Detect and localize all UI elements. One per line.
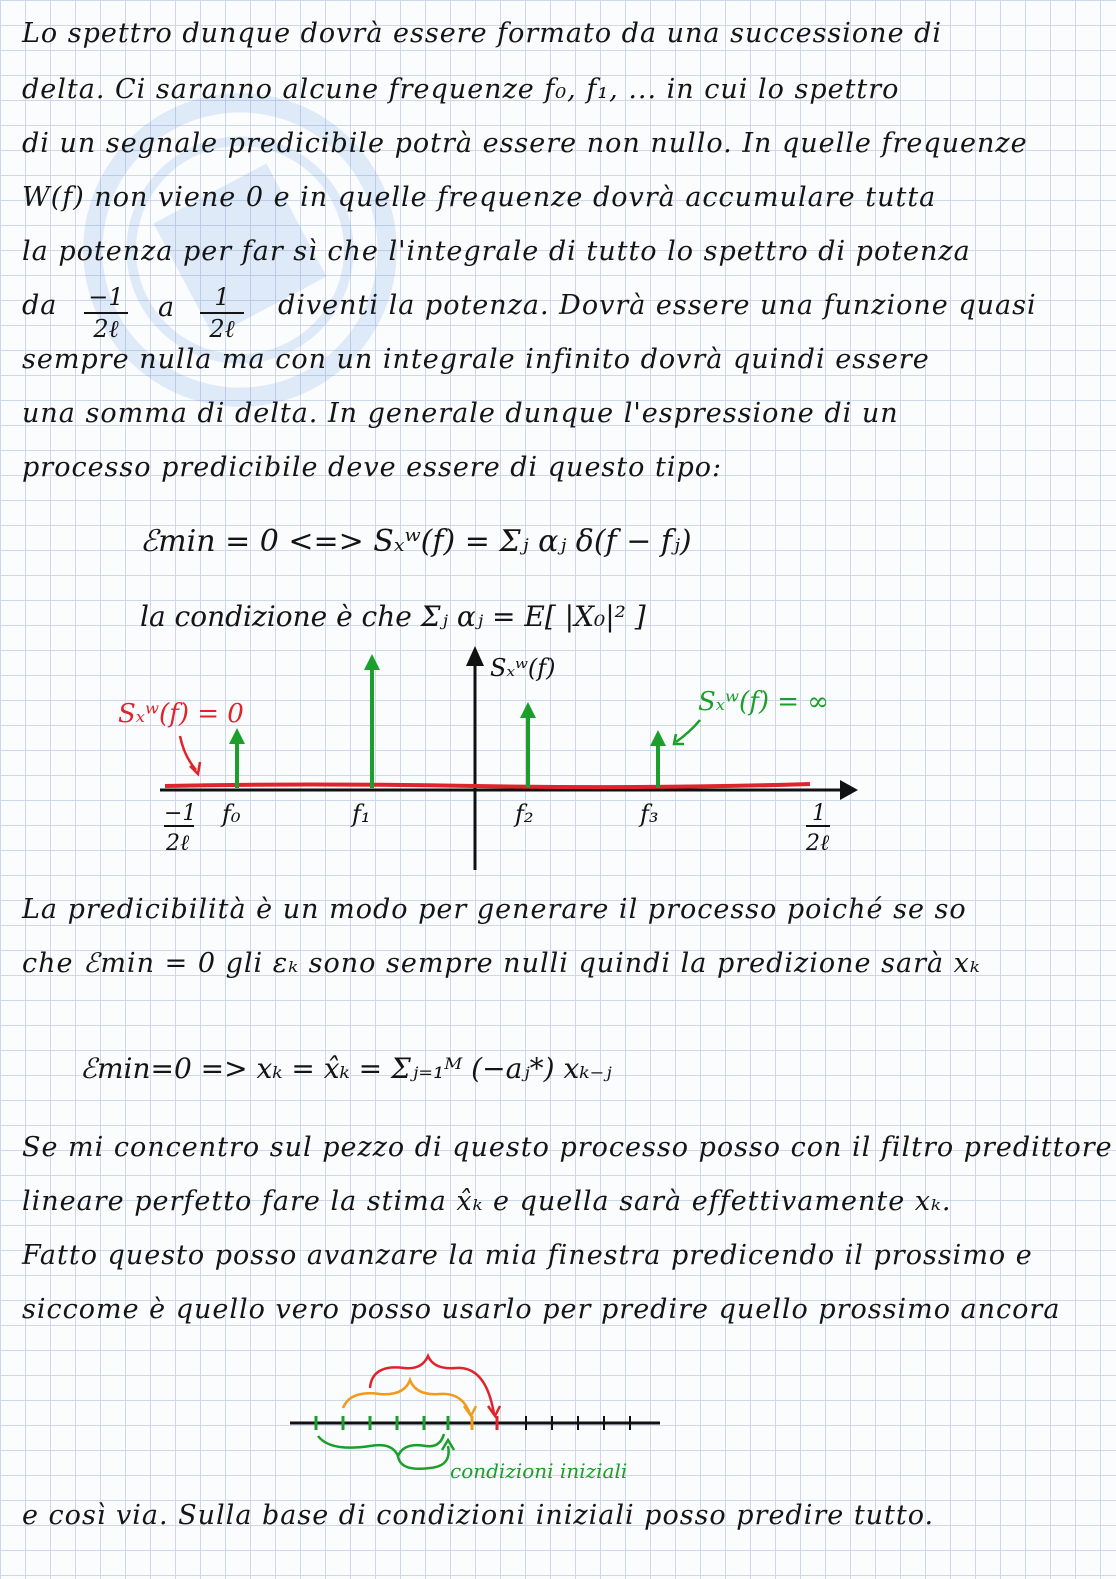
left-annotation: Sₓʷ(f) = 0: [118, 699, 244, 729]
text-line: Fatto questo posso avanzare la mia finestra predicendo il prossimo e: [22, 1240, 1033, 1271]
window-orange-brace: [343, 1380, 470, 1414]
text-line: processo predicibile deve essere di questo tipo:: [22, 452, 723, 483]
initial-conditions-brace: [318, 1434, 444, 1456]
y-axis-label: Sₓʷ(f): [490, 654, 556, 682]
tick-minus-half-den: 2ℓ: [166, 831, 190, 856]
tick-minus-half-num: −1: [164, 801, 197, 826]
initial-conditions-label: condizioni iniziali: [450, 1459, 628, 1483]
tick-f3: f₃: [640, 800, 659, 828]
text-line: da: [22, 290, 58, 321]
text-line: di un segnale predicibile potrà essere non nullo. In quelle frequenze: [22, 128, 1028, 159]
text-line: W(f) non viene 0 e in quelle frequenze dovrà accumulare tutta: [22, 182, 937, 213]
delta-f3: [650, 730, 666, 788]
tick-f1: f₁: [352, 800, 371, 828]
delta-f0: [229, 728, 245, 788]
fraction-plus-half: 1 2ℓ: [200, 282, 244, 344]
x-axis-arrow-icon: [840, 780, 858, 800]
left-annotation-arrow-icon: [180, 736, 196, 770]
text-line: lineare perfetto fare la stima x̂ₖ e quella sarà effettivamente xₖ.: [22, 1186, 952, 1217]
right-annotation: Sₓʷ(f) = ∞: [698, 687, 829, 717]
text-line: una somma di delta. In generale dunque l'espressione di un: [22, 398, 899, 429]
delta-f1: [364, 654, 380, 788]
sliding-window-diagram: [0, 1350, 1116, 1490]
delta-f2: [520, 702, 536, 788]
tick-plus-half-num: 1: [812, 801, 826, 826]
text-line: Se mi concentro sul pezzo di questo processo posso con il filtro predittore: [22, 1132, 1113, 1163]
text-line: Lo spettro dunque dovrà essere formato da una successione di: [22, 18, 943, 49]
fraction-minus-half: −1 2ℓ: [84, 282, 128, 344]
text-line: siccome è quello vero posso usarlo per predire quello prossimo ancora: [22, 1294, 1061, 1325]
text-line: sempre nulla ma con un integrale infinito dovrà quindi essere: [22, 344, 930, 375]
fraction-connector: a: [158, 292, 175, 323]
text-line: diventi la potenza. Dovrà essere una funzione quasi: [278, 290, 1037, 321]
y-axis-arrow-icon: [466, 646, 484, 666]
text-line: La predicibilità è un modo per generare il processo poiché se so: [22, 894, 967, 925]
spectrum-zero-line: [165, 784, 810, 787]
text-line: e così via. Sulla base di condizioni iniziali posso predire tutto.: [22, 1500, 935, 1531]
right-annotation-arrow-icon: [676, 720, 700, 742]
formula-prediction-error: ℰmin = 0 <=> Sₓʷ(f) = Σⱼ αⱼ δ(f − fⱼ): [140, 524, 692, 559]
window-red-brace: [370, 1356, 494, 1414]
text-line: che ℰmin = 0 gli εₖ sono sempre nulli quindi la predizione sarà xₖ: [22, 948, 981, 979]
text-line: la potenza per far sì che l'integrale di tutto lo spettro di potenza: [22, 236, 971, 267]
tick-plus-half-den: 2ℓ: [806, 831, 830, 856]
condition-text: la condizione è che Σⱼ αⱼ = E[ |X₀|² ]: [140, 600, 646, 633]
spectrum-diagram: [0, 640, 1116, 880]
text-line: delta. Ci saranno alcune frequenze f₀, f₁, ... in cui lo spettro: [22, 74, 900, 105]
formula-perfect-predictor: ℰmin=0 => xₖ = x̂ₖ = Σⱼ₌₁ᴹ (−aⱼ*) xₖ₋ⱼ: [80, 1052, 612, 1085]
tick-f0: f₀: [222, 800, 241, 828]
tick-f2: f₂: [515, 800, 534, 828]
